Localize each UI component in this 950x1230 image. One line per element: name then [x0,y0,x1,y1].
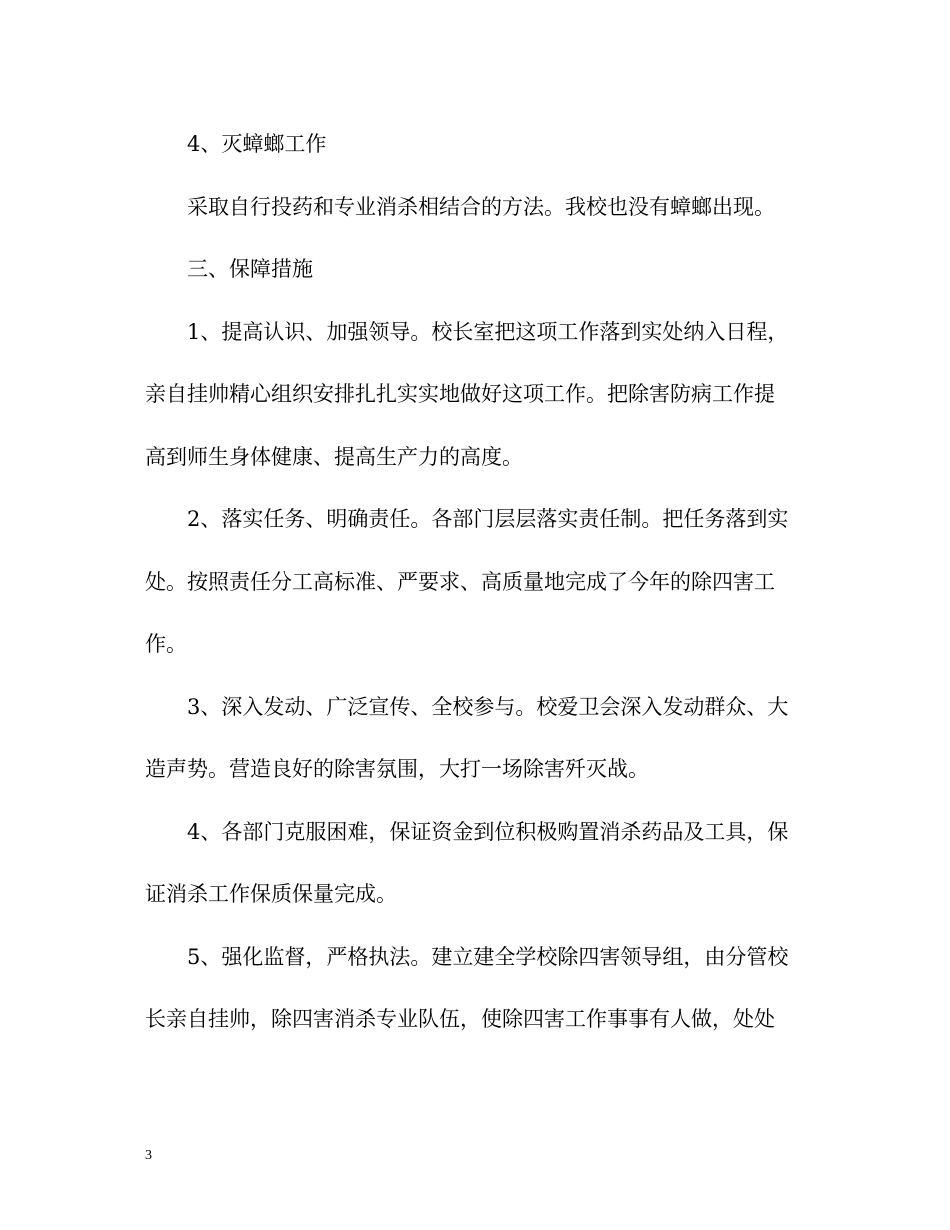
text-line: 作。 [145,632,187,656]
text-line: 2、落实任务、明确责任。各部门层层落实责任制。把任务落到实 [187,507,789,531]
page-number: 3 [145,1148,152,1163]
text-line: 造声势。营造良好的除害氛围，大打一场除害歼灭战。 [145,757,649,781]
text-line: 3、深入发动、广泛宣传、全校参与。校爱卫会深入发动群众、大 [187,695,789,719]
text-line: 采取自行投药和专业消杀相结合的方法。我校也没有蟑螂出现。 [187,195,775,219]
text-line: 长亲自挂帅，除四害消杀专业队伍，使除四害工作事事有人做，处处 [145,1007,775,1031]
text-line-heading-4: 4、灭蟑螂工作 [187,132,327,156]
text-line: 高到师生身体健康、提高生产力的高度。 [145,445,523,469]
text-line: 5、强化监督，严格执法。建立建全学校除四害领导组，由分管校 [187,945,789,969]
text-line: 1、提高认识、加强领导。校长室把这项工作落到实处纳入日程， [187,320,789,344]
text-line: 证消杀工作保质保量完成。 [145,882,397,906]
text-line: 4、各部门克服困难，保证资金到位积极购置消杀药品及工具，保 [187,820,789,844]
text-line: 亲自挂帅精心组织安排扎扎实实地做好这项工作。把除害防病工作提 [145,382,775,406]
text-line: 处。按照责任分工高标准、严要求、高质量地完成了今年的除四害工 [145,570,775,594]
section-heading: 三、保障措施 [187,257,313,281]
